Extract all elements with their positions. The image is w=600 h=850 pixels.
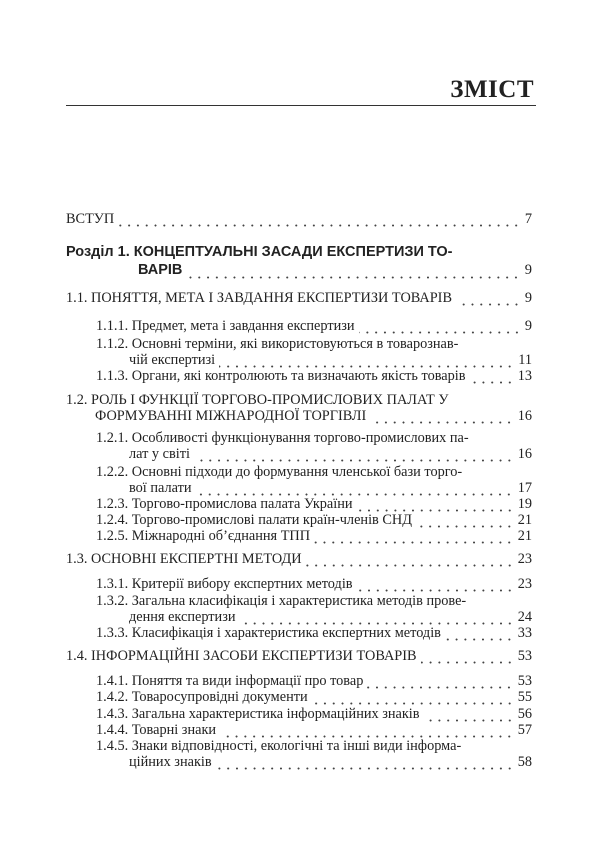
toc-entry[interactable] — [66, 551, 532, 567]
toc-page-number: 55 — [517, 689, 532, 705]
toc-page-number: 9 — [524, 318, 532, 334]
toc-entry-text: 1.3.1. Критерії вибору експертних методів — [96, 576, 353, 592]
dot-leader — [357, 582, 514, 592]
toc-entry-text: 1.2.3. Торгово-промислова палата України — [96, 496, 353, 512]
toc-entry-text: 1.2.4. Торгово-промислові палати країн-членів СНД — [96, 512, 412, 528]
toc-page-number: 13 — [517, 368, 532, 384]
toc-page-number: 16 — [517, 408, 532, 424]
toc-entry[interactable] — [96, 512, 532, 528]
dot-leader — [359, 324, 521, 334]
toc-entry-text: 1.4.5. Знаки відповідності, екологічні та інші види інформа- — [96, 738, 462, 754]
toc-entry[interactable] — [96, 318, 532, 334]
toc-entry-text: 1.4. ІНФОРМАЦІЙНІ ЗАСОБИ ЕКСПЕРТИЗИ ТОВАРІВ — [66, 648, 417, 664]
title-rule — [66, 105, 536, 106]
toc-entry-text: дення експертизи — [129, 609, 236, 625]
dot-leader — [312, 695, 514, 705]
toc-entry-text: 1.2.2. Основні підходи до формування членської бази торго- — [96, 464, 463, 480]
toc-entry[interactable] — [66, 392, 532, 424]
toc-page-number: 23 — [517, 551, 532, 567]
toc-entry-text: 1.3. ОСНОВНІ ЕКСПЕРТНІ МЕТОДИ — [66, 551, 302, 567]
toc-page-number: 53 — [517, 648, 532, 664]
toc-page-number: 53 — [517, 673, 532, 689]
toc-entry[interactable] — [96, 336, 532, 368]
toc-entry[interactable] — [66, 290, 532, 306]
dot-leader — [456, 296, 521, 306]
toc-entry-text: 1.3.2. Загальна класифікація і характеристика методів прове- — [96, 593, 467, 609]
toc-page-number: 21 — [517, 512, 532, 528]
toc-entry[interactable] — [96, 738, 532, 770]
dot-leader — [470, 374, 514, 384]
toc-entry[interactable] — [96, 625, 532, 641]
toc-entry-text: 1.3.3. Класифікація і характеристика експертних методів — [96, 625, 441, 641]
toc-page-number: 16 — [517, 446, 532, 462]
toc-entry[interactable] — [96, 593, 532, 625]
toc-page-number: 21 — [517, 528, 532, 544]
toc-entry[interactable] — [96, 528, 532, 544]
toc-page-number: 11 — [518, 352, 532, 368]
toc-page-number: 9 — [524, 262, 532, 278]
toc-entry-text: 1.4.1. Поняття та види інформації про товар — [96, 673, 364, 689]
toc-entry-text: вої палати — [129, 480, 192, 496]
toc-entry[interactable] — [96, 722, 532, 738]
toc-entry[interactable] — [96, 464, 532, 496]
toc-entry-text: 1.2.1. Особливості функціонування торгово-промислових па- — [96, 430, 469, 446]
toc-entry-text: чій експертизі — [129, 352, 216, 368]
toc-entry-text: лат у світі — [129, 446, 190, 462]
toc-entry-text: 1.4.4. Товарні знаки — [96, 722, 217, 738]
toc-entry[interactable] — [96, 430, 532, 462]
toc-entry-text: 1.1.1. Предмет, мета і завдання експертизи — [96, 318, 355, 334]
dot-leader — [370, 414, 513, 424]
dot-leader — [421, 654, 514, 664]
dot-leader — [219, 358, 514, 368]
toc-page-number: 58 — [517, 754, 532, 770]
toc-page-number: 23 — [517, 576, 532, 592]
dot-leader — [195, 486, 513, 496]
toc-entry[interactable] — [66, 211, 532, 227]
toc-entry-text: 1.4.2. Товаросупровідні документи — [96, 689, 308, 705]
toc-entry-text: 1.1.3. Органи, які контролюють та визначають якість товарів — [96, 368, 466, 384]
dot-leader — [314, 534, 514, 544]
toc-page-number: 19 — [517, 496, 532, 512]
dot-leader — [306, 557, 514, 567]
toc-entry[interactable] — [96, 368, 532, 384]
toc-page-number: 33 — [517, 625, 532, 641]
dot-leader — [194, 452, 514, 462]
toc-entry[interactable] — [96, 689, 532, 705]
toc-entry-text: 1.4.3. Загальна характеристика інформаційних знаків — [96, 706, 420, 722]
dot-leader — [424, 712, 514, 722]
toc-page-number: 57 — [517, 722, 532, 738]
toc-page-number: 7 — [524, 211, 532, 227]
page-title: ЗМІСТ — [450, 76, 534, 103]
toc-entry[interactable] — [96, 576, 532, 592]
toc-entry-text: 1.2.5. Міжнародні об’єднання ТПП — [96, 528, 311, 544]
dot-leader — [367, 679, 513, 689]
toc-entry-text: ВСТУП — [66, 211, 115, 227]
dot-leader — [118, 217, 521, 227]
toc-entry[interactable] — [66, 243, 532, 279]
dot-leader — [357, 502, 514, 512]
toc-entry-text: ВАРІВ — [138, 262, 183, 278]
toc-entry-text: 1.2. РОЛЬ І ФУНКЦІЇ ТОРГОВО-ПРОМИСЛОВИХ ПАЛАТ У — [66, 392, 449, 408]
toc-entry[interactable] — [96, 673, 532, 689]
toc-entry[interactable] — [66, 648, 532, 664]
toc-entry-text: ФОРМУВАННІ МІЖНАРОДНОЇ ТОРГІВЛІ — [95, 408, 367, 424]
toc-page-number: 24 — [517, 609, 532, 625]
toc-page-number: 9 — [524, 290, 532, 306]
toc-entry-text: Розділ 1. КОНЦЕПТУАЛЬНІ ЗАСАДИ ЕКСПЕРТИЗИ ТО- — [66, 244, 453, 260]
toc-entry[interactable] — [96, 706, 532, 722]
toc-entry-text: 1.1. ПОНЯТТЯ, МЕТА І ЗАВДАННЯ ЕКСПЕРТИЗИ ТОВАРІВ — [66, 290, 452, 306]
toc-entry-text: 1.1.2. Основні терміни, які використовуються в товарознав- — [96, 336, 459, 352]
toc-entry-text: ційних знаків — [129, 754, 212, 770]
dot-leader — [186, 269, 520, 279]
dot-leader — [220, 728, 514, 738]
toc-entry[interactable] — [96, 496, 532, 512]
dot-leader — [416, 518, 514, 528]
toc-page-number: 56 — [517, 706, 532, 722]
toc-page-number: 17 — [517, 480, 532, 496]
dot-leader — [216, 760, 514, 770]
dot-leader — [240, 615, 514, 625]
dot-leader — [445, 631, 514, 641]
